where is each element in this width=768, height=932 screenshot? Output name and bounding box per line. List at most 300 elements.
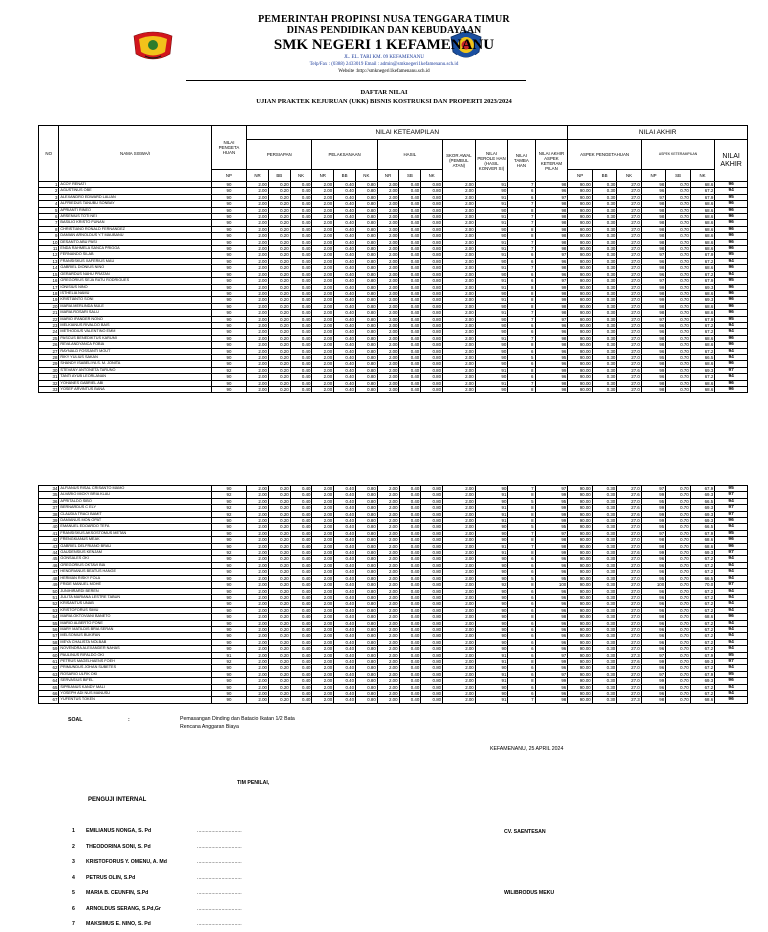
row-ket-nk: 66.5 — [690, 498, 714, 504]
row-nilai-perolehan: 90 — [475, 601, 508, 607]
row-nr1: 2.00 — [247, 626, 269, 632]
row-aspek-nk: 27.0 — [617, 607, 641, 613]
row-aspek-np: 90.00 — [568, 569, 592, 575]
row-aspek-np: 90.00 — [568, 335, 592, 341]
row-ket-np: 96 — [641, 646, 665, 652]
row-nilai-tambahan: 7 — [508, 220, 535, 226]
row-np: 90 — [211, 226, 246, 232]
row-ket-np: 98 — [641, 537, 665, 543]
row-name: EMANUEL EDOARDO TEFA — [59, 524, 211, 530]
row-aspek-nk: 27.0 — [617, 239, 641, 245]
row-skor-awal: 2.00 — [443, 518, 476, 524]
row-bb1: 0.20 — [268, 652, 290, 658]
row-ket-np: 98 — [641, 182, 665, 188]
row-bb1: 0.20 — [268, 233, 290, 239]
row-aspek-bb: 0.30 — [592, 652, 616, 658]
row-nk2: 0.80 — [355, 322, 377, 328]
row-nilai-tambahan: 8 — [508, 226, 535, 232]
row-no: 57 — [39, 633, 59, 639]
row-nilai-perolehan: 91 — [475, 543, 508, 549]
row-skor-awal: 2.00 — [443, 652, 476, 658]
row-nilai-perolehan: 90 — [475, 691, 508, 697]
row-no: 51 — [39, 594, 59, 600]
row-aspek-np: 90.00 — [568, 226, 592, 232]
row-nilai-tambahan: 5 — [508, 354, 535, 360]
row-nk3: 0.80 — [421, 239, 443, 245]
row-np: 90 — [211, 182, 246, 188]
row-nr2: 2.00 — [312, 316, 334, 322]
row-nk3: 0.80 — [421, 214, 443, 220]
row-name: DESANTO ABU PASI — [59, 239, 211, 245]
row-nr2: 2.00 — [312, 492, 334, 498]
row-skor-awal: 2.00 — [443, 284, 476, 290]
row-nilai-akhir-aspek: 98 — [535, 201, 568, 207]
row-nilai-akhir-aspek: 97 — [535, 530, 568, 536]
row-name: YOHANES GABRIEL ABI — [59, 380, 211, 386]
row-nilai-akhir-aspek: 96 — [535, 329, 568, 335]
row-skor-awal: 2.00 — [443, 697, 476, 703]
row-ket-np: 95 — [641, 498, 665, 504]
row-ket-nk: 67.2 — [690, 665, 714, 671]
row-aspek-nk: 27.0 — [617, 665, 641, 671]
row-nilai-akhir-aspek: 95 — [535, 354, 568, 360]
row-name: GABRIEL DIONIUS NINO — [59, 265, 211, 271]
row-nr1: 2.00 — [247, 633, 269, 639]
row-ket-nk: 68.6 — [690, 387, 714, 393]
row-ket-sb: 0.70 — [666, 297, 690, 303]
row-nr3: 2.00 — [377, 290, 399, 296]
row-bb1: 0.20 — [268, 214, 290, 220]
row-nk1: 0.40 — [290, 614, 312, 620]
row-no: 52 — [39, 601, 59, 607]
row-ket-sb: 0.70 — [666, 620, 690, 626]
row-nr1: 2.00 — [247, 252, 269, 258]
row-nilai-tambahan: 6 — [508, 607, 535, 613]
row-ket-nk: 66.5 — [690, 575, 714, 581]
row-no: 44 — [39, 550, 59, 556]
row-ket-nk: 68.6 — [690, 182, 714, 188]
row-bb1: 0.20 — [268, 265, 290, 271]
row-nk2: 0.80 — [356, 492, 378, 498]
row-np: 92 — [211, 367, 246, 373]
row-bb1: 0.20 — [268, 607, 290, 613]
col-nilai-perolehan: NILAI PEROLE HAN (HASIL KONVER SI) — [475, 140, 508, 182]
row-name: BERNARDUS C ELY — [59, 505, 211, 511]
row-nk1: 0.40 — [290, 569, 312, 575]
row-nilai-akhir: 94 — [715, 498, 748, 504]
row-bb1: 0.20 — [268, 194, 290, 200]
row-nilai-akhir: 94 — [715, 348, 748, 354]
row-nk2: 0.80 — [355, 297, 377, 303]
row-nr2: 2.00 — [312, 633, 334, 639]
row-nr3: 2.00 — [377, 361, 399, 367]
row-ket-sb: 0.70 — [666, 387, 690, 393]
row-nilai-perolehan: 90 — [475, 607, 508, 613]
row-nk1: 0.40 — [290, 265, 312, 271]
row-bb1: 0.20 — [268, 543, 290, 549]
row-nk1: 0.40 — [290, 188, 312, 194]
row-nr3: 2.00 — [377, 284, 399, 290]
row-bb3: 0.40 — [399, 594, 421, 600]
row-np: 90 — [211, 665, 246, 671]
row-nk3: 0.80 — [421, 290, 443, 296]
row-nk2: 0.80 — [355, 290, 377, 296]
row-aspek-nk: 27.0 — [617, 252, 641, 258]
row-nk1: 0.40 — [290, 518, 312, 524]
row-np: 90 — [211, 518, 246, 524]
row-nk1: 0.40 — [290, 201, 312, 207]
row-nr2: 2.00 — [312, 348, 334, 354]
row-no: 32 — [39, 380, 59, 386]
row-nilai-tambahan: 7 — [508, 246, 535, 252]
row-nk3: 0.80 — [421, 265, 443, 271]
row-nk2: 0.80 — [355, 201, 377, 207]
row-nk1: 0.40 — [290, 543, 312, 549]
row-name: PASCUS BENEDIKTUS KARUMI — [59, 335, 211, 341]
row-no: 15 — [39, 271, 59, 277]
row-nilai-perolehan: 90 — [475, 387, 508, 393]
row-aspek-np: 90.00 — [568, 671, 592, 677]
row-ket-np: 96 — [641, 556, 665, 562]
row-bb1: 0.20 — [268, 361, 290, 367]
row-ket-nk: 70.0 — [690, 582, 714, 588]
row-aspek-np: 90.00 — [568, 658, 592, 664]
row-ket-sb: 0.70 — [666, 233, 690, 239]
row-aspek-np: 90.00 — [568, 530, 592, 536]
school-website: Website :http://smknegeri1kefamenanu.sch.id — [338, 69, 430, 74]
row-nilai-akhir-aspek: 96 — [535, 271, 568, 277]
row-bb2: 0.40 — [334, 550, 356, 556]
row-ket-np: 97 — [641, 316, 665, 322]
row-nk2: 0.80 — [356, 652, 378, 658]
row-nk1: 0.40 — [290, 575, 312, 581]
row-ket-np: 96 — [641, 607, 665, 613]
row-nr3: 2.00 — [377, 537, 399, 543]
row-nr2: 2.00 — [312, 278, 334, 284]
row-bb1: 0.20 — [268, 626, 290, 632]
row-aspek-nk: 27.0 — [617, 556, 641, 562]
row-np: 90 — [211, 530, 246, 536]
row-nilai-tambahan: 7 — [508, 486, 535, 492]
row-nilai-tambahan: 8 — [508, 492, 535, 498]
row-bb1: 0.20 — [268, 530, 290, 536]
row-nilai-tambahan: 7 — [508, 380, 535, 386]
row-nilai-akhir: 96 — [715, 207, 748, 213]
row-ket-np: 98 — [641, 697, 665, 703]
row-ket-nk: 66.5 — [690, 354, 714, 360]
row-ket-nk: 68.6 — [690, 614, 714, 620]
row-nr3: 2.00 — [377, 342, 399, 348]
row-nk2: 0.80 — [355, 348, 377, 354]
row-nilai-perolehan: 91 — [475, 367, 508, 373]
row-nk1: 0.40 — [290, 639, 312, 645]
row-nk3: 0.80 — [421, 316, 443, 322]
row-skor-awal: 2.00 — [443, 322, 476, 328]
row-nk2: 0.80 — [355, 233, 377, 239]
row-nilai-akhir: 94 — [715, 601, 748, 607]
row-bb3: 0.40 — [399, 626, 421, 632]
row-nilai-akhir: 96 — [715, 284, 748, 290]
row-bb3: 0.40 — [399, 601, 421, 607]
row-nk3: 0.80 — [421, 518, 443, 524]
row-nr3: 2.00 — [377, 518, 399, 524]
row-bb1: 0.20 — [268, 562, 290, 568]
row-skor-awal: 2.00 — [443, 562, 476, 568]
row-bb3: 0.40 — [399, 348, 421, 354]
row-aspek-bb: 0.30 — [592, 252, 616, 258]
row-skor-awal: 2.00 — [443, 380, 476, 386]
row-nilai-akhir-aspek: 96 — [535, 188, 568, 194]
row-no: 45 — [39, 556, 59, 562]
row-nk2: 0.80 — [356, 658, 378, 664]
row-bb2: 0.40 — [334, 511, 356, 517]
row-skor-awal: 2.00 — [443, 188, 476, 194]
row-nilai-tambahan: 8 — [508, 303, 535, 309]
row-aspek-nk: 27.6 — [617, 511, 641, 517]
row-np: 90 — [211, 265, 246, 271]
row-nilai-perolehan: 91 — [475, 194, 508, 200]
row-nr1: 2.00 — [247, 387, 269, 393]
row-nilai-perolehan: 91 — [475, 658, 508, 664]
examiner-name: THEODORINA SONI, S. Pd — [86, 843, 151, 850]
row-bb2: 0.40 — [334, 671, 356, 677]
row-nk2: 0.80 — [356, 691, 378, 697]
row-aspek-nk: 27.0 — [617, 316, 641, 322]
row-nr2: 2.00 — [312, 639, 334, 645]
row-aspek-bb: 0.30 — [592, 639, 616, 645]
row-aspek-bb: 0.30 — [592, 348, 616, 354]
row-nilai-tambahan: 6 — [508, 588, 535, 594]
row-no: 38 — [39, 511, 59, 517]
row-nk1: 0.40 — [290, 626, 312, 632]
row-skor-awal: 2.00 — [443, 658, 476, 664]
row-nilai-akhir-aspek: 96 — [535, 594, 568, 600]
row-nr2: 2.00 — [312, 543, 334, 549]
row-nr2: 2.00 — [312, 658, 334, 664]
row-aspek-np: 90.00 — [568, 310, 592, 316]
row-nr3: 2.00 — [377, 543, 399, 549]
row-nk3: 0.80 — [421, 303, 443, 309]
row-name: PAULINUS RIFALDO OKI — [59, 652, 211, 658]
row-no: 5 — [39, 207, 59, 213]
row-nilai-tambahan: 8 — [508, 290, 535, 296]
row-nk2: 0.80 — [356, 620, 378, 626]
row-nilai-akhir-aspek: 96 — [535, 556, 568, 562]
row-nk3: 0.80 — [421, 614, 443, 620]
row-np: 92 — [211, 658, 246, 664]
row-nr2: 2.00 — [312, 569, 334, 575]
row-nilai-perolehan: 90 — [475, 342, 508, 348]
row-bb3: 0.40 — [399, 194, 421, 200]
row-aspek-bb: 0.30 — [592, 505, 616, 511]
row-nilai-akhir-aspek: 96 — [535, 258, 568, 264]
row-nilai-akhir-aspek: 99 — [535, 518, 568, 524]
row-nr3: 2.00 — [377, 367, 399, 373]
row-nr3: 2.00 — [377, 626, 399, 632]
row-nilai-akhir-aspek: 98 — [535, 265, 568, 271]
row-aspek-nk: 27.0 — [617, 678, 641, 684]
row-ket-np: 99 — [641, 678, 665, 684]
row-np: 90 — [211, 322, 246, 328]
row-ket-sb: 0.70 — [666, 316, 690, 322]
row-nr2: 2.00 — [312, 226, 334, 232]
row-nilai-akhir-aspek: 97 — [535, 252, 568, 258]
row-nilai-akhir-aspek: 96 — [535, 374, 568, 380]
row-nilai-tambahan: 6 — [508, 194, 535, 200]
row-np: 90 — [211, 310, 246, 316]
row-aspek-np: 90.00 — [568, 505, 592, 511]
row-aspek-bb: 0.30 — [592, 297, 616, 303]
row-no: 67 — [39, 697, 59, 703]
row-no: 42 — [39, 537, 59, 543]
row-nilai-tambahan: 7 — [508, 316, 535, 322]
row-nk2: 0.80 — [356, 678, 378, 684]
row-nilai-akhir-aspek: 98 — [535, 233, 568, 239]
row-aspek-np: 90.00 — [568, 271, 592, 277]
row-aspek-nk: 27.0 — [617, 575, 641, 581]
row-nk3: 0.80 — [421, 271, 443, 277]
row-bb2: 0.40 — [334, 233, 356, 239]
row-aspek-np: 90.00 — [568, 582, 592, 588]
row-nk2: 0.80 — [355, 310, 377, 316]
row-nr2: 2.00 — [312, 594, 334, 600]
row-nilai-tambahan: 6 — [508, 271, 535, 277]
row-nk3: 0.80 — [421, 246, 443, 252]
row-nr2: 2.00 — [312, 194, 334, 200]
row-nilai-akhir-aspek: 98 — [535, 387, 568, 393]
row-aspek-nk: 27.0 — [617, 322, 641, 328]
row-nilai-tambahan: 5 — [508, 575, 535, 581]
row-nilai-tambahan: 6 — [508, 646, 535, 652]
row-bb1: 0.20 — [268, 633, 290, 639]
row-ket-np: 98 — [641, 387, 665, 393]
row-nilai-akhir: 96 — [715, 697, 748, 703]
col-bb: BB — [268, 170, 290, 182]
row-nk1: 0.40 — [290, 342, 312, 348]
row-nilai-tambahan: 8 — [508, 511, 535, 517]
row-aspek-bb: 0.30 — [592, 626, 616, 632]
row-nilai-akhir: 95 — [715, 652, 748, 658]
row-nr2: 2.00 — [312, 652, 334, 658]
row-ket-nk: 67.2 — [690, 569, 714, 575]
row-nk2: 0.80 — [356, 594, 378, 600]
row-nilai-perolehan: 90 — [475, 639, 508, 645]
row-ket-np: 98 — [641, 220, 665, 226]
row-bb1: 0.20 — [268, 316, 290, 322]
row-bb3: 0.40 — [399, 633, 421, 639]
row-np: 90 — [211, 335, 246, 341]
row-nr1: 2.00 — [247, 588, 269, 594]
row-nr1: 2.00 — [247, 691, 269, 697]
row-bb1: 0.20 — [268, 367, 290, 373]
row-bb2: 0.40 — [334, 614, 356, 620]
row-ket-sb: 0.70 — [666, 284, 690, 290]
row-ket-np: 99 — [641, 511, 665, 517]
row-ket-np: 96 — [641, 665, 665, 671]
row-ket-sb: 0.70 — [666, 601, 690, 607]
row-np: 90 — [211, 214, 246, 220]
row-nr2: 2.00 — [312, 626, 334, 632]
row-aspek-nk: 27.0 — [617, 380, 641, 386]
row-nilai-perolehan: 91 — [475, 239, 508, 245]
row-nilai-akhir: 97 — [715, 658, 748, 664]
row-nilai-akhir-aspek: 96 — [535, 562, 568, 568]
row-nilai-akhir-aspek: 98 — [535, 290, 568, 296]
row-nilai-tambahan: 6 — [508, 626, 535, 632]
row-nk1: 0.40 — [290, 316, 312, 322]
row-bb1: 0.20 — [268, 684, 290, 690]
row-nk2: 0.80 — [355, 188, 377, 194]
row-nilai-tambahan: 6 — [508, 594, 535, 600]
col-sb: SB — [666, 170, 690, 182]
row-aspek-nk: 27.0 — [617, 342, 641, 348]
row-ket-sb: 0.70 — [666, 646, 690, 652]
row-aspek-bb: 0.30 — [592, 550, 616, 556]
row-nk1: 0.40 — [290, 348, 312, 354]
row-ket-nk: 67.2 — [690, 601, 714, 607]
col-nr: NR — [247, 170, 269, 182]
row-no: 18 — [39, 290, 59, 296]
row-nilai-akhir-aspek: 96 — [535, 348, 568, 354]
row-bb2: 0.40 — [334, 588, 356, 594]
row-nr3: 2.00 — [377, 562, 399, 568]
row-nr1: 2.00 — [247, 671, 269, 677]
row-nk3: 0.80 — [421, 486, 443, 492]
row-nilai-akhir: 94 — [715, 594, 748, 600]
row-aspek-bb: 0.30 — [592, 361, 616, 367]
row-bb1: 0.20 — [268, 348, 290, 354]
row-aspek-np: 90.00 — [568, 342, 592, 348]
row-nk1: 0.40 — [290, 387, 312, 393]
row-nilai-akhir: 94 — [715, 620, 748, 626]
row-bb3: 0.40 — [399, 387, 421, 393]
school-contact: Telp/Fax : (0388) 2433019 Email : admin@smknegeri1kefamenanu.sch.id — [309, 62, 459, 67]
row-ket-sb: 0.70 — [666, 278, 690, 284]
row-aspek-bb: 0.30 — [592, 665, 616, 671]
row-nilai-akhir-aspek: 96 — [535, 639, 568, 645]
row-aspek-bb: 0.30 — [592, 374, 616, 380]
row-np: 90 — [211, 678, 246, 684]
row-aspek-bb: 0.30 — [592, 188, 616, 194]
row-bb3: 0.40 — [399, 543, 421, 549]
row-aspek-nk: 27.6 — [617, 492, 641, 498]
row-bb3: 0.40 — [399, 220, 421, 226]
row-aspek-bb: 0.30 — [592, 265, 616, 271]
row-nilai-akhir: 94 — [715, 188, 748, 194]
row-np: 90 — [211, 278, 246, 284]
row-nk3: 0.80 — [421, 329, 443, 335]
row-nr1: 2.00 — [247, 665, 269, 671]
col-aspek-pengetahuan: ASPEK PENGETAHUAN — [568, 140, 641, 170]
row-name: MARIA MERLINDA NULE — [59, 303, 211, 309]
row-aspek-np: 90.00 — [568, 367, 592, 373]
row-bb2: 0.40 — [334, 684, 356, 690]
penguji-internal: PENGUJI INTERNAL — [88, 797, 147, 803]
row-nr2: 2.00 — [312, 207, 334, 213]
row-skor-awal: 2.00 — [443, 620, 476, 626]
row-no: 33 — [39, 387, 59, 393]
row-nk1: 0.40 — [290, 665, 312, 671]
row-aspek-np: 90.00 — [568, 575, 592, 581]
row-skor-awal: 2.00 — [443, 348, 476, 354]
row-ket-np: 99 — [641, 297, 665, 303]
row-nk1: 0.40 — [290, 252, 312, 258]
row-nr3: 2.00 — [377, 646, 399, 652]
row-skor-awal: 2.00 — [443, 303, 476, 309]
row-no: 53 — [39, 607, 59, 613]
row-ket-nk: 68.6 — [690, 537, 714, 543]
row-np: 92 — [211, 511, 246, 517]
